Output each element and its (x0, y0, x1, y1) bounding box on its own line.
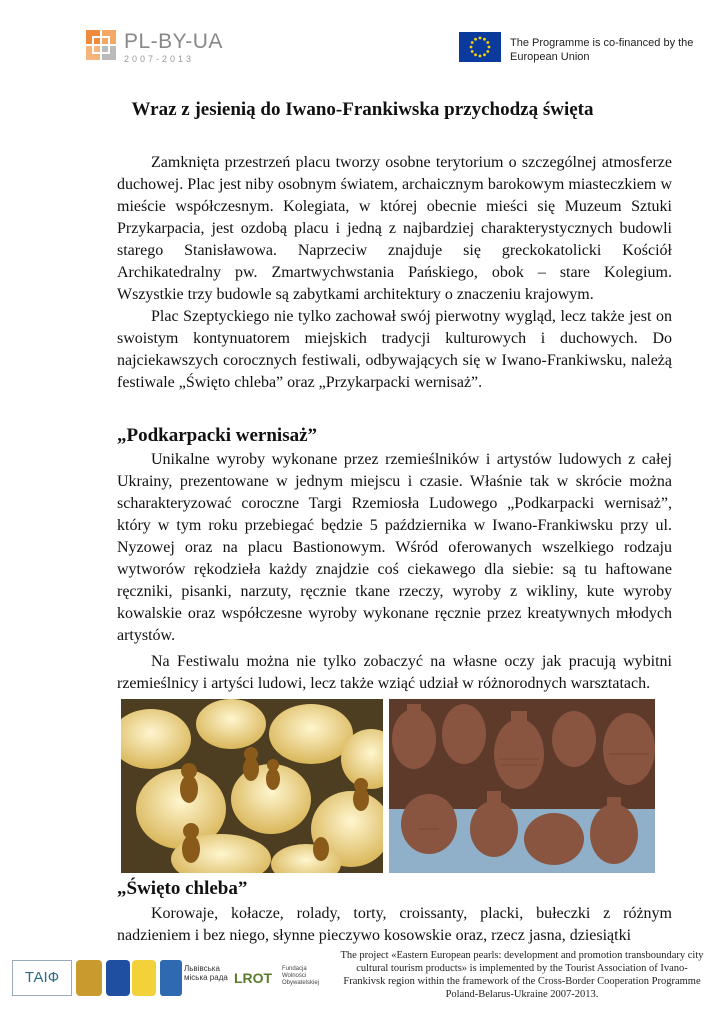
pl-by-ua-logo (86, 28, 226, 68)
paragraph-swieto-chleba: Korowaje, kołacze, rolady, torty, croissanty, placki, bułeczki z różnym nadzieniem i bez niego, słynne pieczywo kosowskie oraz, rzecz jasna, dziesiątki (117, 905, 672, 944)
lviv-city-council-text: Львівська міська рада (184, 964, 228, 982)
paragraph-plac-szeptyckiego: Plac Szeptyckiego nie tylko zachował swój pierwotny wygląd, lecz także jest on swoistym kontynuatorem miejskich tradycji kulturowych i duchowych. Do najciekawszych corocznych festiwali, odbywających się w Iwano-Frankiwsku, należą festiwale „Święto chleba” oraz „Przykarpacki wernisaż”. (117, 308, 672, 391)
eu-cofinance-text (510, 36, 700, 64)
shield-icon (106, 960, 130, 996)
section-heading-wernisaz: „Podkarpacki wernisaż” (117, 425, 318, 446)
eu-flag-icon (459, 32, 501, 62)
lrot-logo: LROT (234, 970, 273, 986)
eu-text-line-1: The Programme is co-financed by the (510, 37, 694, 49)
trident-icon (132, 960, 156, 996)
section-heading-swieto-chleba: „Święto chleba” (117, 878, 248, 899)
lion-icon (160, 960, 182, 996)
logo-years: 2007-2013 (124, 54, 195, 64)
fundacja-logo: Fundacja Wolności Obywatelskiej (282, 966, 320, 986)
eu-text-line-2: European Union (510, 51, 590, 63)
document-title: Wraz z jesienią do Iwano-Frankiwska przychodzą święta (131, 99, 594, 120)
paragraph-intro: Zamknięta przestrzeń placu tworzy osobne terytorium o szczególnej atmosferze duchowej. Plac jest niby osobnym światem, archaicznym barokowym miasteczkiem w mieście współczesnym. Kolegiata, w której obecnie mieści się Muzeum Sztuki Przykarpacia, jest ozdobą placu i jedną z najbardziej charakterystycznych budowli starego Stanisławowa. Naprzeciw znajduje się greckokatolicki Kościół Archikatedralny pw. Zmartwychwstania Pańskiego, obok – stare Kolegium. Wszystkie trzy budowle są zabytkami architektury o znaczeniu krajowym. (117, 154, 672, 303)
photo-beeswax-figurines (121, 699, 383, 873)
logo-text: PL-BY-UA (124, 30, 223, 53)
photo-clay-pottery (389, 699, 655, 873)
talo-logo: ТАІФ (12, 960, 72, 996)
paragraph-wernisaz: Unikalne wyroby wykonane przez rzemieślników i artystów ludowych z całej Ukrainy, prezentowane w jednym miejscu i czasie. Właśnie tak w skrócie można scharakteryzować coroczne Targi Rzemiosła Ludowego „Podkarpacki wernisaż”, który w tym roku przebiegać będzie 5 października w Iwano-Frankiwsku przy ul. Nyzowej oraz na placu Bastionowym. Wśród oferowanych wszelkiego rodzaju wytworów rękodzieła każdy znajdzie coś ciekawego dla siebie: są tu haftowane ręczniki, pisanki, narzuty, ręcznie tkane rzeczy, wyroby z wikliny, kute wyroby kowalskie oraz współczesne wyroby wykonane ręcznie przez kreatywnych młodych artystów. (117, 451, 672, 644)
coat-of-arms-icon (76, 960, 102, 996)
footer-partner-logos (12, 960, 330, 998)
footer-project-note: The project «Eastern European pearls: development and promotion transboundary city cultural tourism products» is implemented by the Tourist Association of Ivano-Frankivsk region within the framework of the Cross-Border Cooperation Programme Poland-Belarus-Ukraine 2007-2013. (340, 950, 704, 1000)
paragraph-festival: Na Festiwalu można nie tylko zobaczyć na własne oczy jak pracują wybitni rzemieślnicy i artyści ludowi, lecz także wziąć udział w różnorodnych warsztatach. (117, 653, 672, 692)
